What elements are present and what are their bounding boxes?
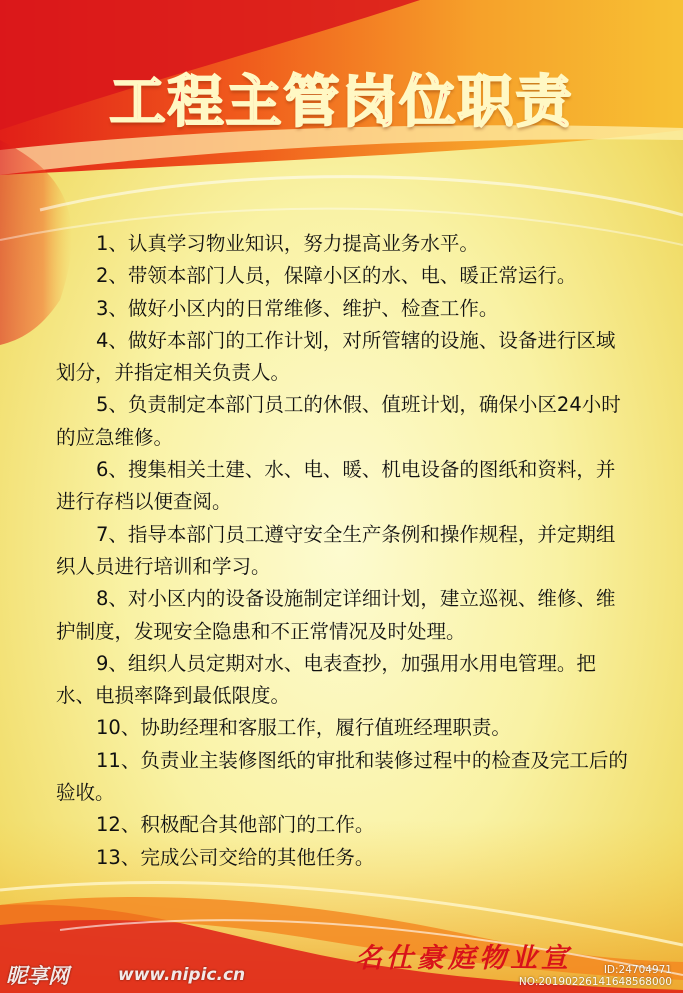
duty-item-10: 10、协助经理和客服工作，履行值班经理职责。 xyxy=(96,716,511,740)
watermark-id: ID:24704971 NO:20190226141648568000 xyxy=(518,964,672,988)
duty-item-5: 5、负责制定本部门员工的休假、值班计划，确保小区24小时的应急维修。 xyxy=(56,393,621,449)
page-title: 工程主管岗位职责 xyxy=(109,70,574,135)
duty-item-11: 11、负责业主装修图纸的审批和装修过程中的检查及完工后的验收。 xyxy=(56,748,628,805)
duty-item-9: 9、组织人员定期对水、电表查抄，加强用水用电管理。把水、电损率降到最低限度。 xyxy=(56,651,596,708)
duty-item-6: 6、搜集相关土建、水、电、暖、机电设备的图纸和资料，并进行存档以便查阅。 xyxy=(56,458,616,514)
duties-list xyxy=(56,228,628,874)
duty-item-2: 2、带领本部门人员，保障小区的水、电、暖正常运行。 xyxy=(96,264,577,288)
duty-item-3: 3、做好小区内的日常维修、维护、检查工作。 xyxy=(96,296,499,320)
duty-item-1: 1、认真学习物业知识，努力提高业务水平。 xyxy=(96,232,479,255)
duty-item-12: 12、积极配合其他部门的工作。 xyxy=(96,813,375,837)
duty-item-7: 7、指导本部门员工遵守安全生产条例和操作规程，并定期组织人员进行培训和学习。 xyxy=(56,522,616,578)
duty-item-4: 4、做好本部门的工作计划，对所管辖的设施、设备进行区域划分，并指定相关负责人。 xyxy=(56,328,616,385)
watermark-url: www.nipic.cn xyxy=(118,965,246,985)
watermark-logo: 昵享网 xyxy=(6,964,69,988)
company-signature: 名仕豪庭物业宣 xyxy=(355,943,572,974)
duty-item-8: 8、对小区内的设备设施制定详细计划，建立巡视、维修、维护制度，发现安全隐患和不正常情况及时处理。 xyxy=(56,587,616,643)
duty-item-13: 13、完成公司交给的其他任务。 xyxy=(96,845,375,869)
